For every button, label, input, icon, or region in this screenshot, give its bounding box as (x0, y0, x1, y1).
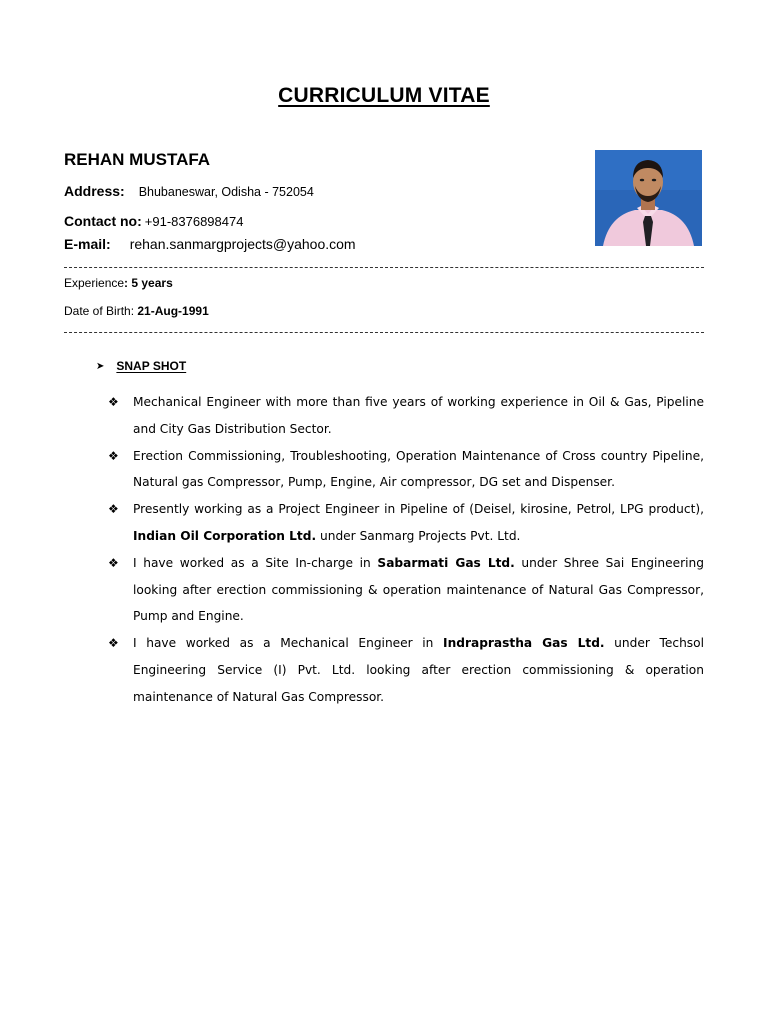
divider-bottom (64, 332, 704, 333)
bullet-text-segment: Presently working as a Project Engineer in Pipeline of (Deisel, kirosine, Petrol, LPG product), (133, 502, 704, 517)
experience-label: Experience (64, 276, 125, 290)
address-row (64, 183, 314, 199)
snapshot-bullet-text (133, 630, 704, 710)
dob-value: 21-Aug-1991 (137, 304, 209, 318)
snapshot-bullet-text (133, 550, 704, 630)
snapshot-bullet-text (133, 389, 704, 443)
bullet-text-segment: Mechanical Engineer with more than five years of working experience in Oil & Gas, Pipeline and City Gas Distribution Sector. (133, 395, 704, 436)
snapshot-bullet-item (108, 550, 704, 630)
diamond-bullet-icon: ❖ (108, 395, 119, 409)
experience-row (64, 276, 173, 290)
divider-top (64, 267, 704, 268)
email-label: E-mail: (64, 236, 111, 252)
email-row (64, 236, 356, 252)
bullet-text-segment: I have worked as a Mechanical Engineer in (133, 636, 444, 651)
bullet-text-segment: Erection Commissioning, Troubleshooting, Operation Maintenance of Cross country Pipeline, Natural gas Compressor, Pump, Engine, Air compressor, DG set and Dispenser. (133, 448, 704, 490)
company-name: Indian Oil Corporation Ltd. (133, 528, 317, 543)
contact-label: Contact no: (64, 213, 142, 229)
diamond-bullet-icon: ❖ (108, 502, 119, 517)
snapshot-bullet-item (108, 630, 704, 710)
address-value: Bhubaneswar, Odisha - 752054 (138, 185, 314, 199)
company-name: Indraprastha Gas Ltd. (443, 636, 605, 651)
candidate-name: REHAN MUSTAFA (64, 150, 211, 169)
diamond-bullet-icon: ❖ (108, 555, 119, 570)
dob-row (64, 304, 209, 318)
snapshot-bullet-item (108, 443, 704, 497)
email-value: rehan.sanmargprojects@yahoo.com (129, 236, 356, 252)
contact-row (64, 213, 243, 229)
document-title: CURRICULUM VITAE (278, 84, 490, 107)
diamond-bullet-icon: ❖ (108, 636, 119, 651)
contact-value: +91-8376898474 (144, 214, 244, 229)
bullet-text-segment: under Shree Sai Engineering looking after erection commissioning & operation maintenance of Natural Gas Compressor, Pump and Engine. (133, 555, 704, 624)
snapshot-bullet-item (108, 389, 704, 443)
bullet-text-segment: I have worked as a Site In-charge in (133, 555, 378, 570)
profile-photo-illustration (595, 150, 702, 246)
profile-photo (595, 150, 702, 246)
bullet-text-segment: under Techsol Engineering Service (I) Pvt. Ltd. looking after erection commissioning & operation maintenance of Natural Gas Compressor. (133, 636, 704, 704)
snapshot-heading (96, 359, 186, 373)
bullet-text-segment: under Sanmarg Projects Pvt. Ltd. (316, 528, 521, 543)
experience-value: : 5 years (124, 276, 173, 290)
address-label: Address: (64, 183, 125, 199)
arrow-bullet-icon: ➤ (96, 360, 105, 372)
dob-label: Date of Birth: (64, 304, 138, 318)
snapshot-bullet-text (133, 496, 704, 550)
company-name: Sabarmati Gas Ltd. (377, 555, 515, 570)
snapshot-heading-text: SNAP SHOT (116, 359, 187, 373)
diamond-bullet-icon: ❖ (108, 448, 119, 463)
snapshot-bullet-item (108, 496, 704, 550)
snapshot-bullet-list (108, 389, 704, 711)
snapshot-bullet-text (133, 443, 704, 497)
